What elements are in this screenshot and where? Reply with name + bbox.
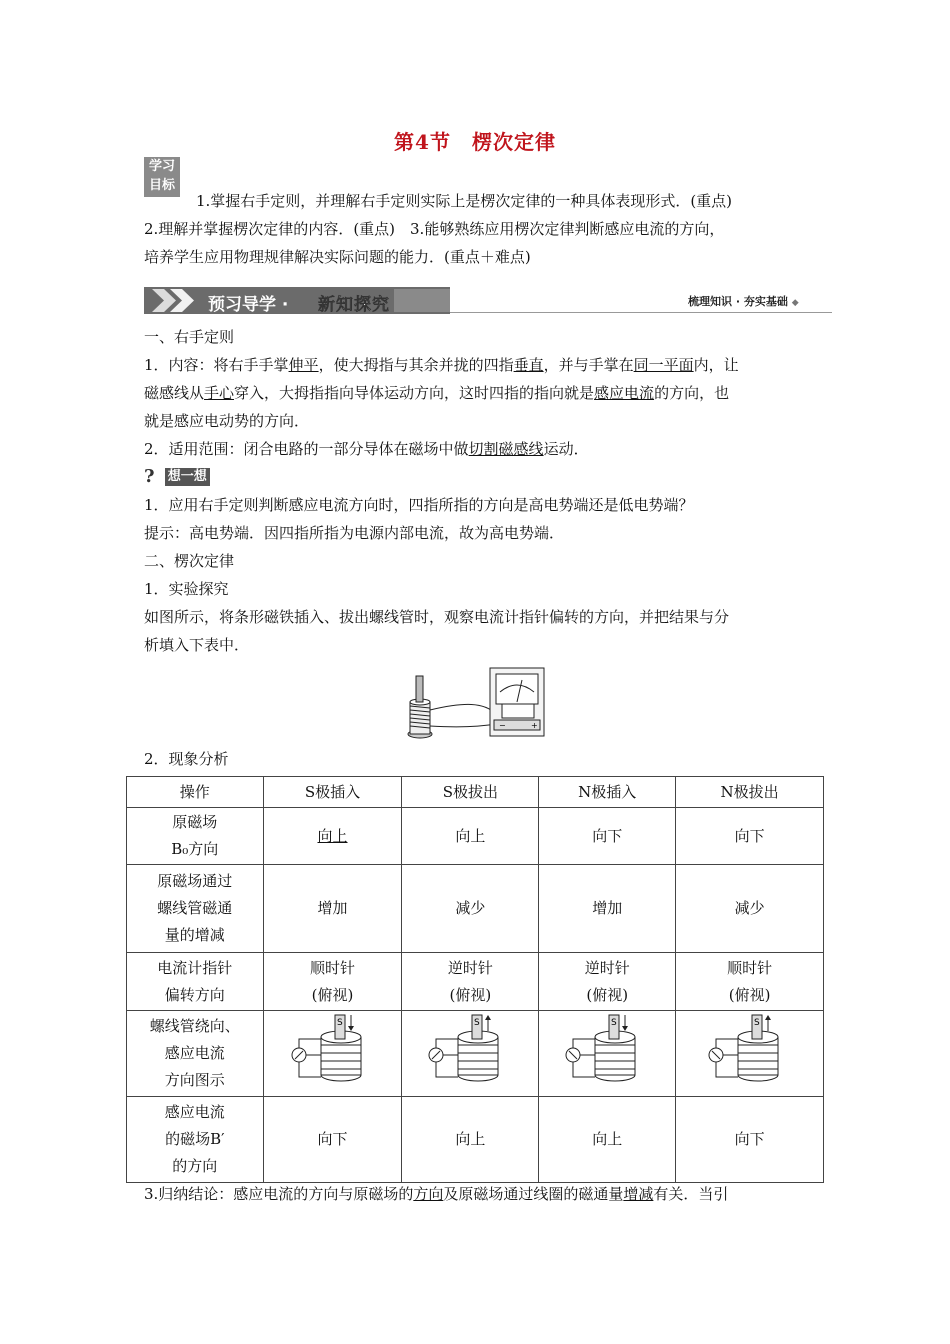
table-row xyxy=(127,1011,824,1097)
magnet-label: S xyxy=(336,1018,343,1028)
coil-diagram-cell xyxy=(402,1011,539,1097)
row-label: 原磁场通过 螺线管磁通 量的增减 xyxy=(127,865,264,953)
section1-p4: 2．适用范围：闭合电路的一部分导体在磁场中做切割磁感线运动． xyxy=(144,440,589,458)
coil-diagram-1 xyxy=(283,1011,383,1087)
section1-p3: 就是感应电动势的方向． xyxy=(144,412,310,430)
section2-sub2: 2．现象分析 xyxy=(144,750,229,768)
row-label: 螺线管绕向、 感应电流 方向图示 xyxy=(127,1011,264,1097)
table-row xyxy=(127,953,824,1011)
row-label: 原磁场 B₀方向 xyxy=(127,808,264,865)
banner-dot: · xyxy=(281,295,289,315)
section1-heading: 一、右手定则 xyxy=(144,328,235,346)
banner-tagline-text: 梳理知识 · 夯实基础 xyxy=(688,295,788,308)
table-cell: 向上 xyxy=(263,808,402,865)
banner-right-title: 新知探究 xyxy=(318,295,390,315)
header-cell: S极插入 xyxy=(263,777,402,808)
badge-line2: 目标 xyxy=(148,178,175,193)
banner-left-label: 预习导学 xyxy=(208,295,276,315)
banner-left-text xyxy=(208,290,288,315)
table-cell: 顺时针 (俯视) xyxy=(263,953,402,1011)
table-cell: 向下 xyxy=(539,808,676,865)
magnet-label: S xyxy=(753,1018,760,1028)
section2-heading: 二、楞次定律 xyxy=(144,552,235,570)
table-cell: 向下 xyxy=(263,1097,402,1183)
coil-diagram-2 xyxy=(420,1011,520,1087)
table-row xyxy=(127,1097,824,1183)
observation-table xyxy=(126,776,824,1183)
coil-diagram-4 xyxy=(700,1011,800,1087)
table-cell: 减少 xyxy=(402,865,539,953)
table-cell: 向上 xyxy=(402,1097,539,1183)
banner-rule xyxy=(450,312,832,313)
header-cell: S极拔出 xyxy=(402,777,539,808)
page-title: 第4节 楞次定律 xyxy=(394,130,556,154)
section1-p1: 1．内容：将右手手掌伸平，使大拇指与其余并拢的四指垂直，并与手掌在同一平面内，让 xyxy=(144,356,739,374)
think-answer: 提示：高电势端．因四指所指为电源内部电流，故为高电势端． xyxy=(144,524,565,542)
table-row xyxy=(127,808,824,865)
coil-diagram-3 xyxy=(557,1011,657,1087)
minus-sign: − xyxy=(499,721,506,730)
row-label: 感应电流 的磁场B′ 的方向 xyxy=(127,1097,264,1183)
table-cell: 逆时针 (俯视) xyxy=(402,953,539,1011)
table-cell: 减少 xyxy=(676,865,824,953)
think-label xyxy=(144,468,210,486)
experiment-figure xyxy=(404,662,550,740)
table-row xyxy=(127,865,824,953)
think-question: 1．应用右手定则判断感应电流方向时，四指所指的方向是高电势端还是低电势端？ xyxy=(144,496,694,514)
objective-line-2: 2.理解并掌握楞次定律的内容．(重点) 3.能够熟练应用楞次定律判断感应电流的方向， xyxy=(144,220,725,238)
table-header-row xyxy=(127,777,824,808)
magnet-label: S xyxy=(611,1018,617,1028)
banner-chevron-icon xyxy=(150,287,450,314)
table-cell: 顺时针 (俯视) xyxy=(676,953,824,1011)
table-cell: 逆时针 (俯视) xyxy=(539,953,676,1011)
banner-tagline xyxy=(688,293,799,309)
objectives-badge xyxy=(144,157,180,197)
table-cell: 向下 xyxy=(676,808,824,865)
coil-diagram-cell xyxy=(539,1011,676,1097)
objective-line-3: 培养学生应用物理规律解决实际问题的能力．(重点＋难点) xyxy=(144,248,531,266)
coil-diagram-cell xyxy=(676,1011,824,1097)
plus-sign: + xyxy=(531,721,538,730)
diamond-icon: ◆ xyxy=(791,298,799,308)
header-cell: 操作 xyxy=(127,777,264,808)
section1-p2: 磁感线从手心穿入，大拇指指向导体运动方向，这时四指的指向就是感应电流的方向，也 xyxy=(144,384,730,402)
table-cell: 向上 xyxy=(402,808,539,865)
table-cell: 增加 xyxy=(539,865,676,953)
table-cell: 向上 xyxy=(539,1097,676,1183)
section2-p2: 析填入下表中． xyxy=(144,636,250,654)
header-cell: N极拔出 xyxy=(676,777,824,808)
question-mark-icon: ? xyxy=(144,466,155,487)
section2-sub1: 1．实验探究 xyxy=(144,580,229,598)
header-cell: N极插入 xyxy=(539,777,676,808)
badge-line1: 学习 xyxy=(148,159,175,174)
coil-diagram-cell xyxy=(263,1011,402,1097)
objective-line-1: 1.掌握右手定则，并理解右手定则实际上是楞次定律的一种具体表现形式．(重点) xyxy=(196,192,733,210)
table-cell: 增加 xyxy=(263,865,402,953)
table-cell: 向下 xyxy=(676,1097,824,1183)
row-label: 电流计指针 偏转方向 xyxy=(127,953,264,1011)
think-badge: 想一想 xyxy=(165,468,210,486)
magnet-label: S xyxy=(474,1018,481,1028)
conclusion-line: 3.归纳结论：感应电流的方向与原磁场的方向及原磁场通过线圈的磁通量增减有关．当引 xyxy=(144,1185,729,1203)
section2-p1: 如图所示，将条形磁铁插入、拔出螺线管时，观察电流计指针偏转的方向，并把结果与分 xyxy=(144,608,730,626)
